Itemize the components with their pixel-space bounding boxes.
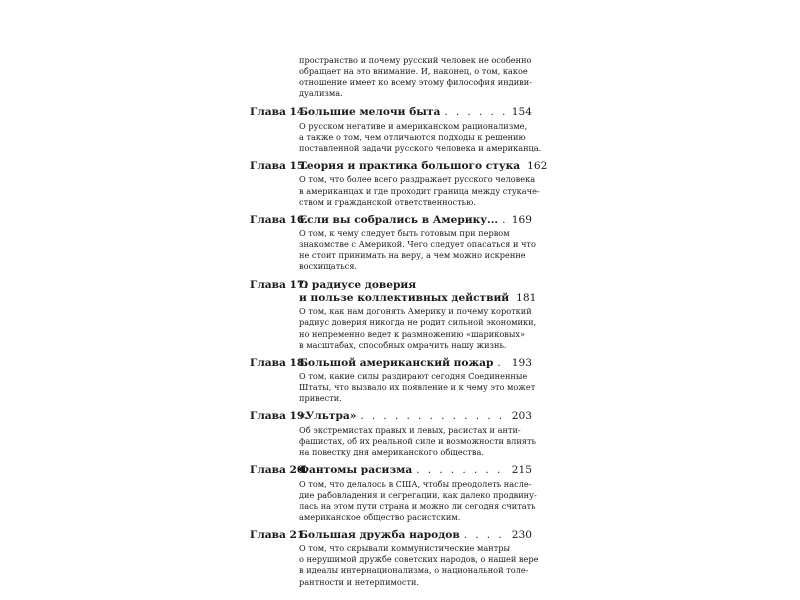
chapter-description	[299, 424, 536, 458]
dot-leader	[360, 410, 508, 423]
dot-leader	[497, 357, 508, 370]
description-line: знакомстве с Америкой. Чего следует опасаться и что	[299, 239, 536, 250]
page-number: 215	[511, 464, 532, 477]
chapter-label: Глава 14.	[250, 106, 308, 119]
chapter-label: Глава 16.	[250, 213, 308, 226]
page-number: 181	[516, 291, 537, 304]
chapter-heading	[250, 464, 532, 477]
page-number: 169	[511, 213, 532, 226]
chapter-title: О радиусе доверия	[299, 278, 417, 291]
dot-leader	[464, 529, 509, 542]
chapter-description	[299, 543, 539, 587]
page-number: 203	[511, 410, 532, 423]
dot-leader	[416, 464, 509, 477]
chapter-heading	[250, 160, 548, 173]
chapter-heading	[250, 357, 532, 370]
description-line: О том, что делалось в США, чтобы преодолеть насле-	[299, 478, 532, 489]
chapter-entry-17	[250, 278, 537, 351]
chapter-description	[299, 228, 536, 272]
chapter-heading	[250, 410, 532, 423]
description-line: американское общество расистским.	[299, 511, 461, 522]
description-line: на повестку дня американского общества.	[299, 447, 484, 457]
intro-line: пространство и почему русский человек не особенно	[299, 55, 532, 65]
description-line: лась на этом пути страна и можно ли сегодня считать	[299, 500, 536, 511]
chapter-entry-19	[250, 410, 536, 458]
chapter-heading-continued	[250, 291, 537, 305]
chapter-label: Глава 15.	[250, 160, 308, 173]
description-line: в масштабах, способных омрачить нашу жизнь.	[299, 339, 507, 350]
chapter-description	[299, 120, 542, 154]
chapter-description	[299, 306, 537, 350]
dot-leader	[502, 214, 509, 227]
intro-line: обращает на это внимание. И, наконец, о том, какое	[299, 66, 528, 77]
description-line: Об экстремистах правых и левых, расистах и анти-	[299, 424, 521, 435]
intro-paragraph	[299, 55, 532, 99]
description-line: в американцах и где проходит граница между стукаче-	[299, 185, 540, 196]
page-number: 230	[511, 528, 532, 541]
chapter-heading	[250, 279, 532, 292]
chapter-heading	[250, 106, 532, 119]
description-line: привести.	[299, 393, 342, 404]
description-line: ством и гражданской ответственностью.	[299, 196, 476, 207]
chapter-title: Фантомы расизма	[299, 464, 413, 477]
description-line: в идеалы интернационализма, о национальной толе-	[299, 565, 529, 576]
chapter-heading	[250, 214, 532, 227]
description-line: но непременно ведет к размножению «шариковых»	[299, 328, 526, 339]
description-line: О русском негативе и американском рационализме,	[299, 120, 528, 131]
chapter-heading	[250, 529, 532, 542]
description-line: фашистах, об их реальной силе и возможности влиять	[299, 435, 536, 446]
page-number: 154	[511, 106, 532, 119]
chapter-title-line-2: и пользе коллективных действий	[299, 291, 510, 304]
chapter-label: Глава 20.	[250, 464, 308, 477]
chapter-title: Теория и практика большого стука	[299, 160, 521, 173]
chapter-entry-20	[250, 464, 537, 523]
page-number: 193	[511, 356, 532, 369]
chapter-description	[299, 371, 536, 404]
chapter-title: «Ультра»	[299, 410, 357, 423]
chapter-title: Большой американский пожар	[299, 356, 494, 369]
intro-line: отношение имеет ко всему этому философия индиви-	[299, 77, 533, 88]
chapter-entry-16	[250, 213, 536, 273]
chapter-entry-18	[250, 356, 536, 405]
description-line: а также о том, чем отличаются подходы к решению	[299, 131, 526, 142]
chapter-label: Глава 19.	[250, 410, 308, 423]
chapter-description	[299, 478, 537, 523]
description-line: О том, как нам догонять Америку и почему короткий	[299, 306, 532, 317]
description-line: Штаты, что вызвало их появление и к чему это может	[299, 382, 536, 393]
chapter-entry-15	[250, 160, 548, 208]
intro-line: дуализма.	[299, 88, 343, 99]
description-line: восхищаться.	[299, 261, 358, 272]
description-line: О том, какие силы раздирают сегодня Соединенные	[299, 371, 528, 382]
chapter-entry-14	[250, 106, 542, 154]
chapter-label: Глава 18.	[250, 356, 308, 369]
description-line: О том, что скрывали коммунистические мантры	[299, 543, 510, 554]
chapter-label: Глава 17.	[250, 278, 308, 291]
dot-leader	[444, 106, 508, 119]
description-line: рантности и нетерпимости.	[299, 576, 420, 587]
table-of-contents	[250, 55, 548, 594]
description-line: дие рабовладения и сегрегации, как далеко продвину-	[299, 489, 537, 500]
chapter-description	[299, 174, 540, 207]
chapter-entry-21	[250, 528, 539, 588]
page-number: 162	[527, 160, 548, 173]
description-line: радиус доверия никогда не родит сильной экономики,	[299, 317, 537, 328]
chapter-label: Глава 21.	[250, 528, 308, 541]
description-line: О том, что более всего раздражает русского человека	[299, 174, 536, 185]
chapter-title: Большие мелочи быта	[299, 106, 441, 119]
description-line: не стоит принимать на веру, а чем можно искренне	[299, 250, 526, 261]
description-line: поставленной задачи русского человека и американца.	[299, 142, 542, 153]
description-line: о нерушимой дружбе советских народов, о нашей вере	[299, 554, 539, 565]
chapter-title: Если вы собрались в Америку...	[299, 213, 499, 226]
description-line: О том, к чему следует быть готовым при первом	[299, 228, 510, 239]
chapter-title: Большая дружба народов	[299, 528, 460, 541]
